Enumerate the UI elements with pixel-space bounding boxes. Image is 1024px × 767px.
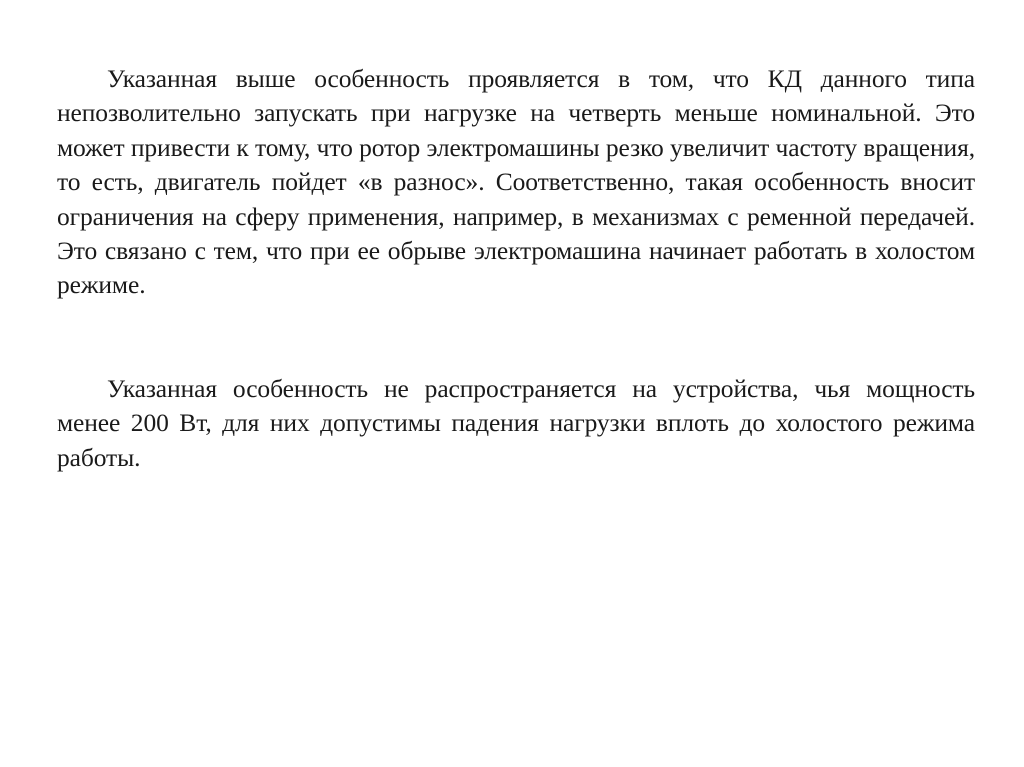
paragraph-1: Указанная выше особенность проявляется в том, что КД данного типа непозволительно запускать при нагрузке на четверть меньше номинальной. Это может привести к тому, что ротор электромашины резко увеличит частоту вращения, то есть, двигатель пойдет «в разнос». Соответственно, такая особенность вносит ограничения на сферу применения, например, в механизмах с ременной передачей. Это связано с тем, что при ее обрыве электромашина начинает работать в холостом режиме.	[57, 64, 975, 300]
paragraph-2: Указанная особенность не распространяется на устройства, чья мощность менее 200 Вт, для них допустимы падения нагрузки вплоть до холостого режима работы.	[57, 373, 975, 472]
document-text-body	[57, 62, 975, 475]
